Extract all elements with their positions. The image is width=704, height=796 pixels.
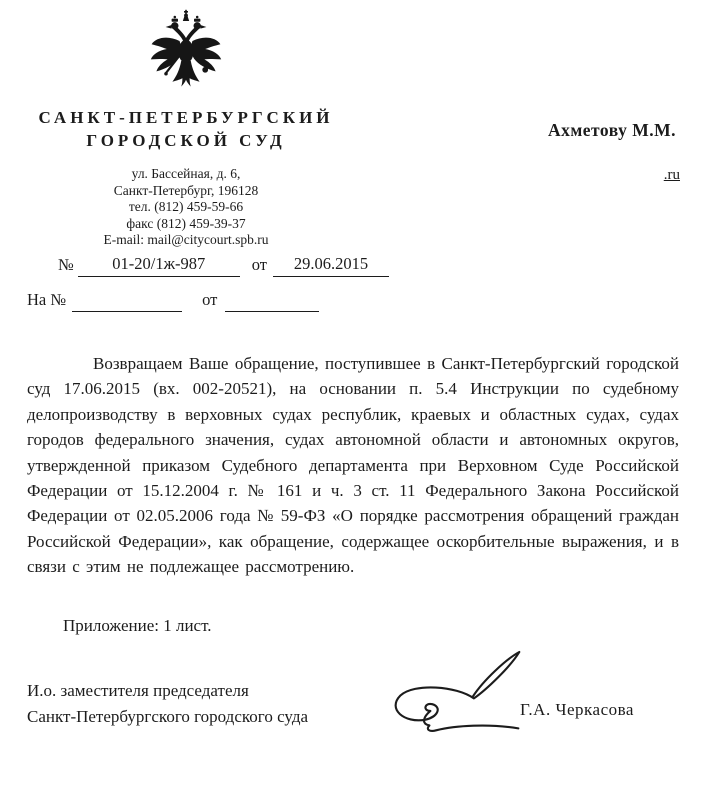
recipient-name: Ахметову М.М. <box>547 120 676 140</box>
body-paragraph: Возвращаем Ваше обращение, поступившее в Санкт-Петербургский городской суд 17.06.2015 (вх. 002-20521), на основании п. 5.4 Инструкции по судебному делопроизводству в верховных судах республик, краевых и областных судах, судах городов федерального значения, судах автономной области и автономных округов, утвержденной приказом Судебного департамента при Верховном Суде Российской Федерации от 15.12.2004 г. № 161 и ч. 3 ст. 11 Федерального Закона Российской Федерации от 02.05.2006 года № 59-ФЗ «О порядке рассмотрения обращений граждан Российской Федерации», как обращение, содержащее оскорбительные выражения, и в связи с этим не подлежащее рассмотрению. <box>27 354 679 577</box>
outgoing-reference-row <box>58 254 389 277</box>
reply-number-label: На № <box>27 290 67 309</box>
address-line: факс (812) 459-39-37 <box>126 215 246 231</box>
court-address <box>28 166 344 249</box>
outgoing-date-value: 29.06.2015 <box>273 254 389 277</box>
outgoing-number-label: № <box>58 255 74 274</box>
letterhead <box>28 8 344 249</box>
reply-date-blank <box>225 290 319 312</box>
outgoing-number-value: 01-20/1ж-987 <box>78 254 240 277</box>
address-line: E-mail: mail@citycourt.spb.ru <box>103 232 269 247</box>
reply-date-label: от <box>202 290 218 309</box>
court-name-line1: САНКТ-ПЕТЕРБУРГСКИЙ <box>38 108 334 127</box>
court-name-line2: ГОРОДСКОЙ СУД <box>86 131 286 150</box>
signer-title-line2: Санкт-Петербургского городского суда <box>27 706 309 726</box>
handwritten-signature-icon <box>383 643 528 748</box>
recipient-email-fragment: .ru <box>663 167 680 183</box>
attachment-note: Приложение: 1 лист. <box>63 616 212 635</box>
double-headed-eagle-icon <box>146 8 226 90</box>
address-line: Санкт-Петербург, 196128 <box>113 182 259 198</box>
reply-reference-row <box>27 290 319 312</box>
signer-title <box>27 678 308 729</box>
signer-title-line1: И.о. заместителя председателя <box>27 681 249 700</box>
signer-name: Г.А. Черкасова <box>520 700 634 719</box>
reply-number-blank <box>72 290 182 312</box>
address-line: тел. (812) 459-59-66 <box>128 199 244 214</box>
outgoing-date-label: от <box>251 255 267 274</box>
address-line: ул. Бассейная, д. 6, <box>131 166 241 181</box>
